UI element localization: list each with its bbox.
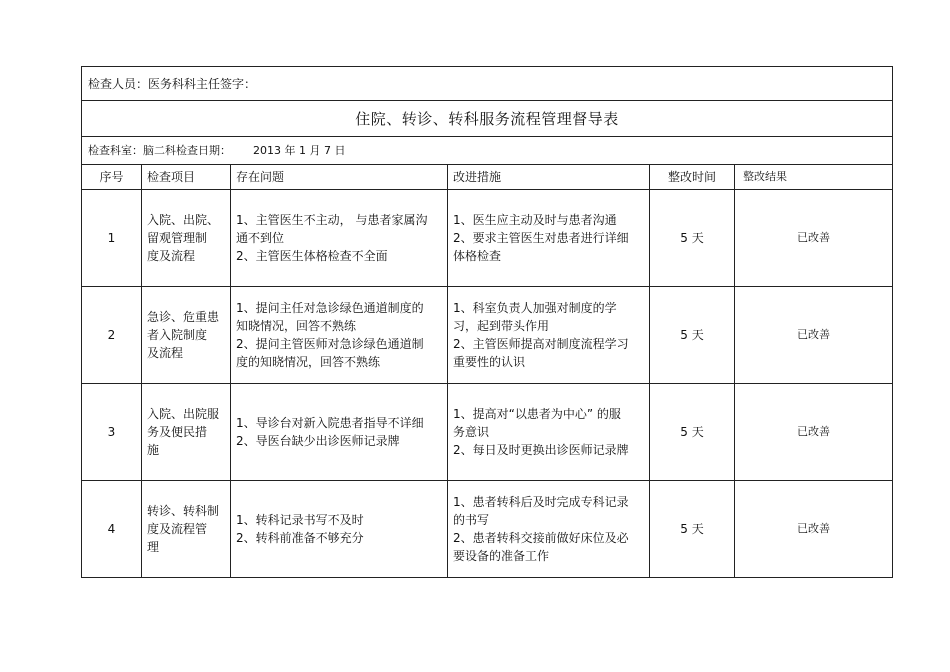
item-line: 理 bbox=[147, 540, 160, 554]
problem-line: 1、提问主任对急诊绿色通道制度的 bbox=[236, 301, 424, 315]
document-title-cell bbox=[82, 101, 893, 137]
problem-line: 2、主管医生体格检查不全面 bbox=[236, 249, 388, 263]
department-date-line bbox=[82, 137, 893, 165]
row-result: 已改善 bbox=[735, 481, 893, 578]
row-item bbox=[142, 287, 231, 384]
measure-line: 2、每日及时更换出诊医师记录牌 bbox=[453, 443, 629, 457]
column-header-seq: 序号 bbox=[82, 165, 142, 190]
column-header-item: 检查项目 bbox=[142, 165, 231, 190]
column-header-problem: 存在问题 bbox=[231, 165, 448, 190]
problem-line: 通不到位 bbox=[236, 231, 285, 245]
inspection-date: 2013 年 1 月 7 日 bbox=[253, 143, 346, 157]
problem-line: 度的知晓情况，回答不熟练 bbox=[236, 355, 381, 369]
row-measure bbox=[448, 481, 650, 578]
row-measure bbox=[448, 190, 650, 287]
table-row bbox=[82, 287, 893, 384]
row-item bbox=[142, 190, 231, 287]
measure-line: 习，起到带头作用 bbox=[453, 319, 550, 333]
table-row bbox=[82, 190, 893, 287]
measure-line: 1、患者转科后及时完成专科记录 bbox=[453, 495, 629, 509]
problem-line: 1、主管医生不主动， 与患者家属沟 bbox=[236, 213, 428, 227]
row-measure bbox=[448, 384, 650, 481]
inspector-signature-line bbox=[82, 67, 893, 101]
measure-line: 1、科室负责人加强对制度的学 bbox=[453, 301, 617, 315]
row-problem bbox=[231, 384, 448, 481]
item-line: 及流程 bbox=[147, 346, 184, 360]
problem-line: 1、转科记录书写不及时 bbox=[236, 513, 364, 527]
measure-line: 2、要求主管医生对患者进行详细 bbox=[453, 231, 629, 245]
department-label: 检查科室：脑二科检查日期： bbox=[88, 143, 231, 157]
item-line: 急诊、危重患 bbox=[147, 310, 220, 324]
problem-line: 1、导诊台对新入院患者指导不详细 bbox=[236, 416, 424, 430]
row-seq: 4 bbox=[82, 481, 142, 578]
row-seq: 3 bbox=[82, 384, 142, 481]
measure-line: 重要性的认识 bbox=[453, 355, 526, 369]
supervision-table bbox=[81, 66, 893, 578]
row-time: 5 天 bbox=[650, 384, 735, 481]
row-result: 已改善 bbox=[735, 287, 893, 384]
row-measure bbox=[448, 287, 650, 384]
problem-line: 2、提问主管医师对急诊绿色通道制 bbox=[236, 337, 424, 351]
row-time: 5 天 bbox=[650, 287, 735, 384]
row-time: 5 天 bbox=[650, 481, 735, 578]
inspector-label: 检查人员：医务科科主任签字： bbox=[88, 76, 257, 91]
item-line: 留观管理制 bbox=[147, 231, 208, 245]
measure-line: 要设备的准备工作 bbox=[453, 549, 550, 563]
document-title: 住院、转诊、转科服务流程管理督导表 bbox=[355, 109, 619, 128]
column-header-result: 整改结果 bbox=[735, 165, 893, 190]
table-row bbox=[82, 384, 893, 481]
row-item bbox=[142, 481, 231, 578]
column-header-row bbox=[82, 165, 893, 190]
item-line: 者入院制度 bbox=[147, 328, 208, 342]
item-line: 务及便民措 bbox=[147, 425, 208, 439]
problem-line: 知晓情况，回答不熟练 bbox=[236, 319, 357, 333]
item-line: 入院、出院服 bbox=[147, 407, 220, 421]
measure-line: 2、患者转科交接前做好床位及必 bbox=[453, 531, 629, 545]
row-problem bbox=[231, 190, 448, 287]
row-problem bbox=[231, 481, 448, 578]
row-seq: 1 bbox=[82, 190, 142, 287]
item-line: 转诊、转科制 bbox=[147, 504, 220, 518]
measure-line: 1、医生应主动及时与患者沟通 bbox=[453, 213, 617, 227]
problem-line: 2、导医台缺少出诊医师记录牌 bbox=[236, 434, 400, 448]
item-line: 入院、出院、 bbox=[147, 213, 220, 227]
row-result: 已改善 bbox=[735, 384, 893, 481]
measure-line: 务意识 bbox=[453, 425, 490, 439]
row-item bbox=[142, 384, 231, 481]
column-header-measure: 改进措施 bbox=[448, 165, 650, 190]
measure-line: 1、提高对“以患者为中心” 的服 bbox=[453, 407, 621, 421]
item-line: 施 bbox=[147, 443, 160, 457]
measure-line: 2、主管医师提高对制度流程学习 bbox=[453, 337, 629, 351]
column-header-time: 整改时间 bbox=[650, 165, 735, 190]
row-result: 已改善 bbox=[735, 190, 893, 287]
measure-line: 体格检查 bbox=[453, 249, 502, 263]
table-row bbox=[82, 481, 893, 578]
problem-line: 2、转科前准备不够充分 bbox=[236, 531, 364, 545]
measure-line: 的书写 bbox=[453, 513, 490, 527]
item-line: 度及流程 bbox=[147, 249, 196, 263]
row-time: 5 天 bbox=[650, 190, 735, 287]
item-line: 度及流程管 bbox=[147, 522, 208, 536]
row-problem bbox=[231, 287, 448, 384]
row-seq: 2 bbox=[82, 287, 142, 384]
